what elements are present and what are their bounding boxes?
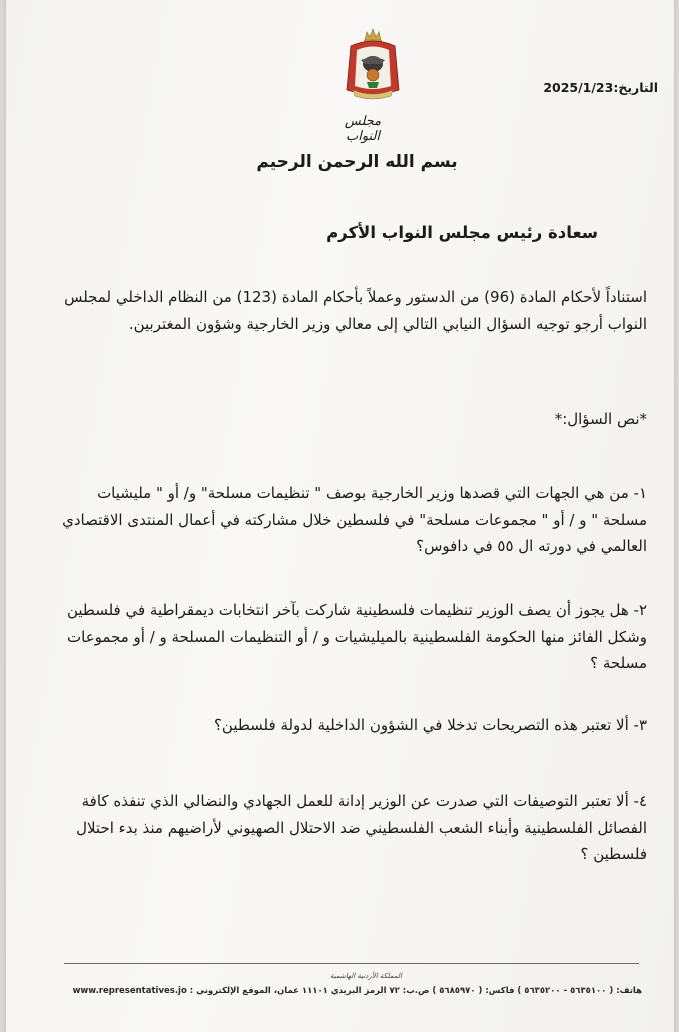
question-item-4: ٤- ألا تعتبر التوصيفات التي صدرت عن الوزير إدانة للعمل الجهادي والنضالي الذي تنفذه كافة الفصائل الفلسطينية وأبناء الشعب الفلسطيني ضد الاحتلال الصهيوني لأراضيهم منذ بدء احتلال فلسطين ؟ [76,792,647,863]
question-item-1: ١- من هي الجهات التي قصدها وزير الخارجية بوصف " تنظيمات مسلحة" و/ أو " مليشيات مسلحة " و / أو " مجموعات مسلحة" في فلسطين خلال مشاركته في أعمال المنتدى الاقتصادي العالمي في دورته ال ٥٥ في دافوس؟ [62,484,647,555]
recipient-heading: سعادة رئيس مجلس النواب الأكرم [326,223,598,242]
letter-page [6,0,674,1032]
basmala: بسم الله الرحمن الرحيم [256,152,458,172]
date-line [543,80,658,95]
council-name-calligraphy: مجلس النواب [344,114,382,144]
intro-paragraph: استناداً لأحكام المادة (96) من الدستور وعملاً بأحكام المادة (123) من النظام الداخلي لمجلس النواب أرجو توجيه السؤال النيابي التالي إلى معالي وزير الخارجية وشؤون المغتربين. [64,288,647,333]
question-item-3: ٣- ألا تعتبر هذه التصريحات تدخلا في الشؤون الداخلية لدولة فلسطين؟ [213,716,647,734]
footer-website: www.representatives.jo [72,986,187,996]
footer-divider [64,963,639,964]
royal-crown-emblem-icon [337,26,409,100]
question-label: *نص السؤال:* [554,410,647,428]
footer-contact-details: هاتف: ( ٥٦٣٥١٠٠ - ٥٦٣٥٢٠٠ ) فاكس: ( ٥٦٨٥٩٧٠ ) ص.ب: ٧٢ الرمز البريدي ١١١٠١ عمان، الموقع الإلكتروني : [189,986,642,996]
footer-seal-text: المملكة الأردنية الهاشمية [329,972,403,980]
date-value: 2025/1/23 [543,80,614,95]
date-label: التاريخ: [613,80,658,95]
question-item-2: ٢- هل يجوز أن يصف الوزير تنظيمات فلسطينية شاركت بآخر انتخابات ديمقراطية في فلسطين وشكل الفائز منها الحكومة الفلسطينية بالميليشيات و / أو التنظيمات المسلحة و / أو مجموعات مسلحة ؟ [66,601,647,672]
footer-contact-line [74,986,642,996]
